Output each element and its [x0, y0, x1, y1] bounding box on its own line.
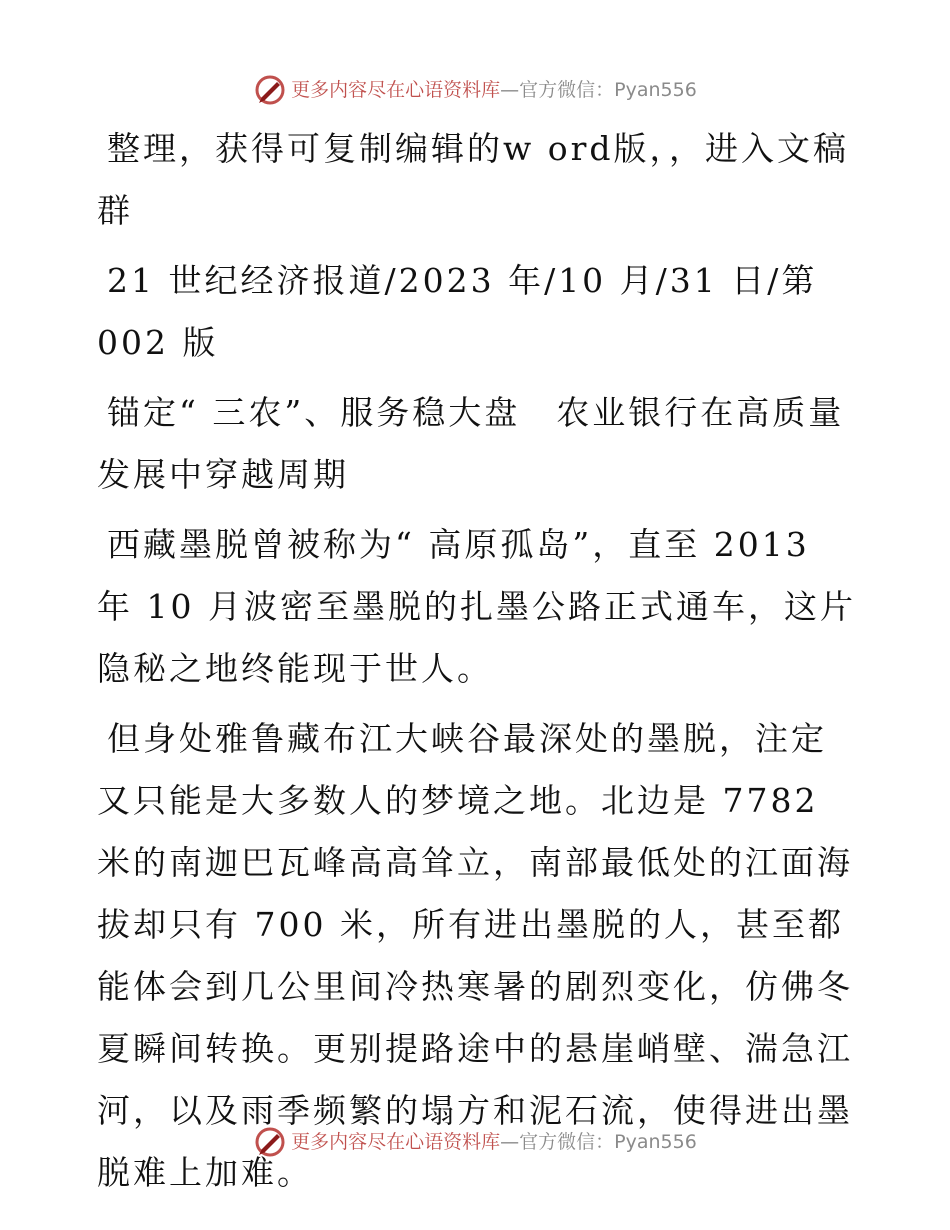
footer-brand-text: 更多内容尽在心语资料库 [291, 1131, 501, 1153]
footer-wechat-text: —官方微信：Pyan556 [500, 1131, 697, 1153]
quill-circle-icon [253, 1125, 287, 1159]
header-brand-text: 更多内容尽在心语资料库 [291, 79, 501, 101]
article-body [97, 118, 857, 1212]
header-wechat-text: —官方微信：Pyan556 [500, 79, 697, 101]
footer-banner [0, 1125, 950, 1159]
quill-circle-icon [253, 73, 287, 107]
article-title: 锚定“ 三农”、服务稳大盘 农业银行在高质量发展中穿越周期 [97, 393, 845, 494]
paragraph-2: 但身处雅鲁藏布江大峡谷最深处的墨脱，注定又只能是大多数人的梦境之地。北边是 7782 米的南迦巴瓦峰高高耸立，南部最低处的江面海拔却只有 700 米，所有进出墨脱的人，甚至都能体会到几公里间冷热寒暑的剧烈变化，仿佛冬夏瞬间转换。更别提路途中的悬崖峭壁、湍急江河，以及雨季频繁的塌方和泥石流，使得进出墨脱难上加难。 [97, 719, 853, 1192]
header-banner [0, 73, 950, 107]
source-line: 21 世纪经济报道/2023 年/10 月/31 日/第 002 版 [97, 261, 818, 362]
paragraph-1: 西藏墨脱曾被称为“ 高原孤岛”，直至 2013 年 10 月波密至墨脱的扎墨公路正式通车，这片隐秘之地终能现于世人。 [97, 525, 856, 688]
intro-line: 整理，获得可复制编辑的w ord版，，进入文稿群 [97, 129, 850, 230]
